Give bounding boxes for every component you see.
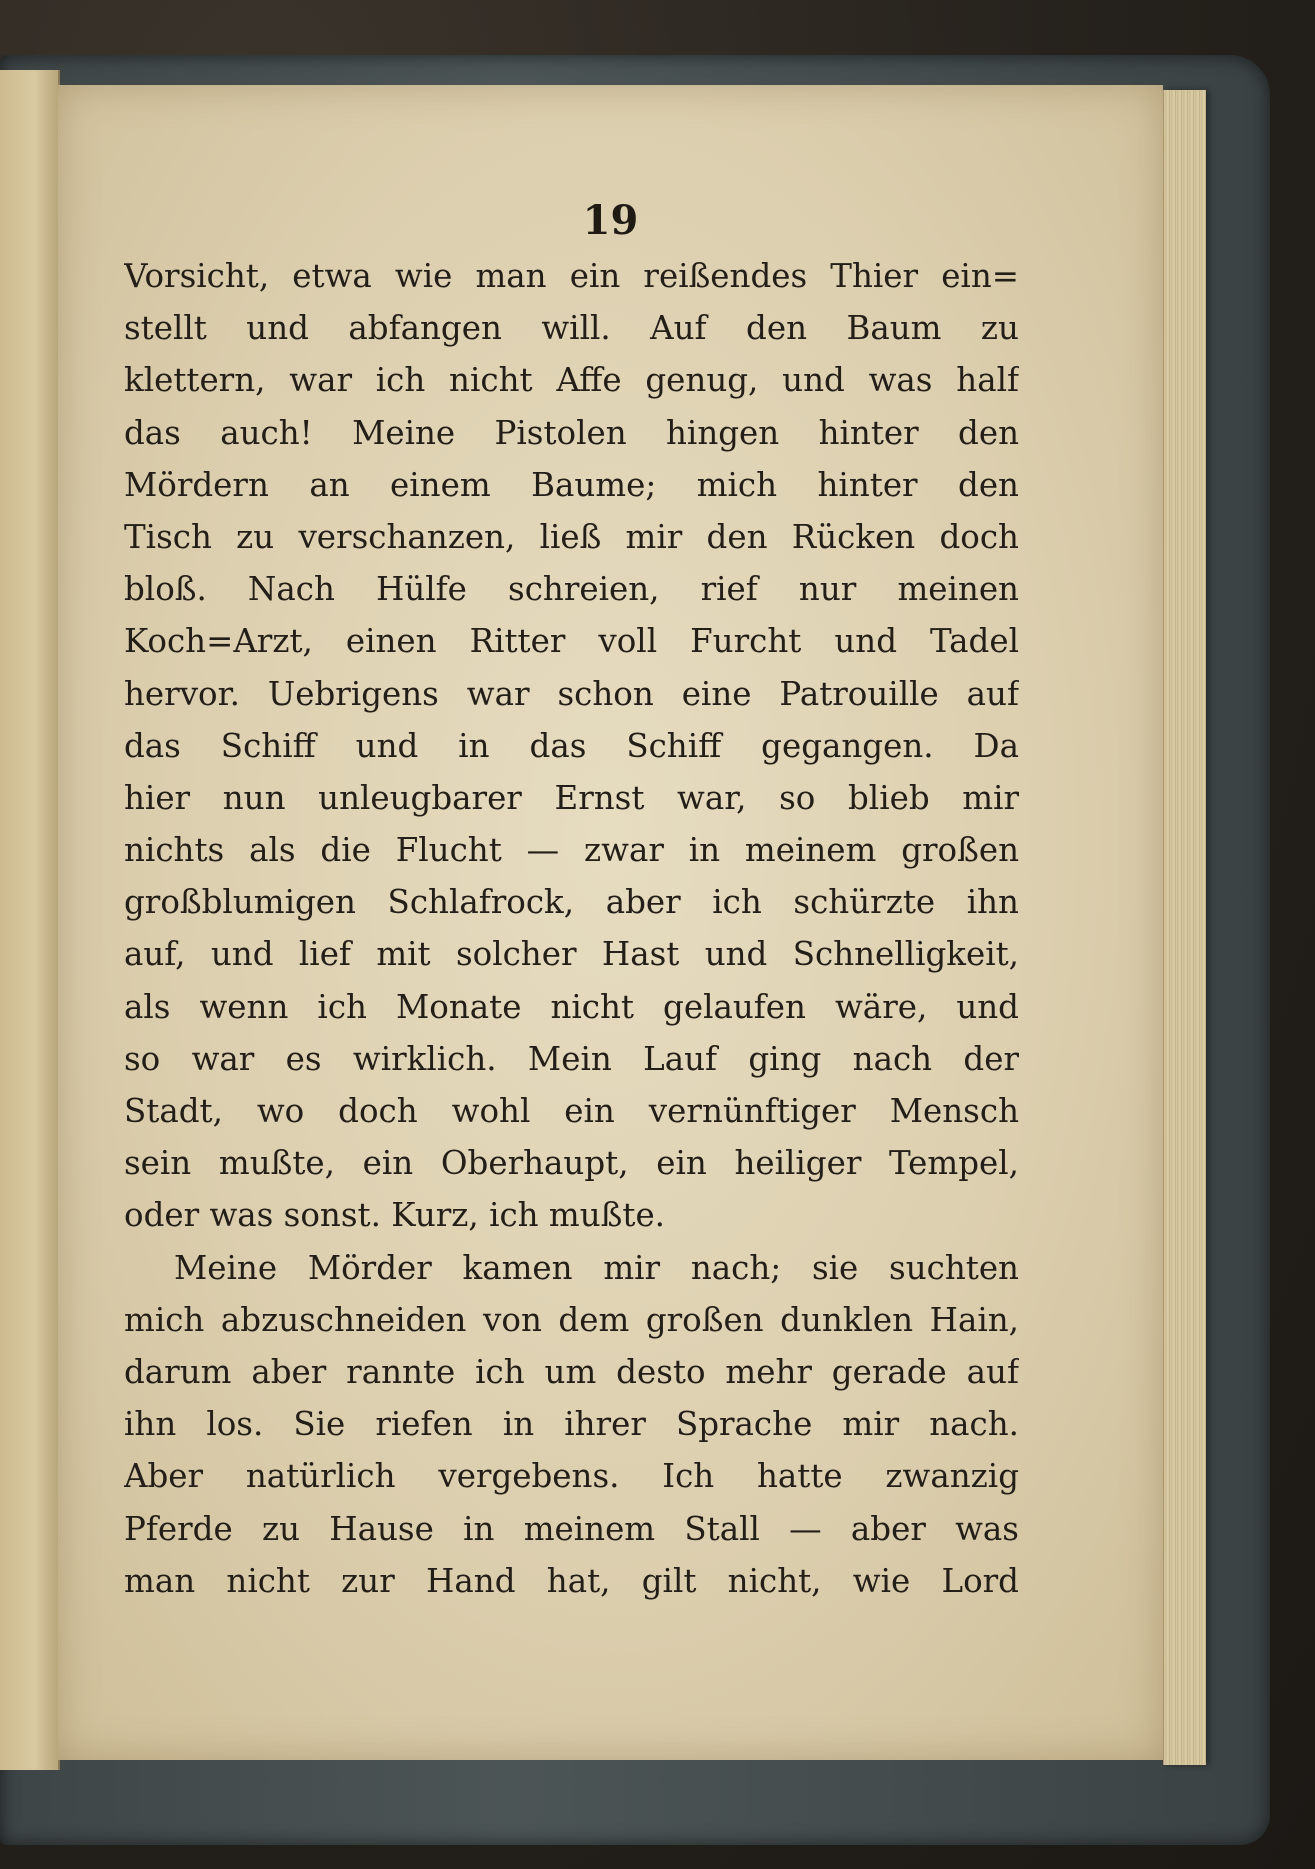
text-line: Pferde zu Hause in meinem Stall — aber was [124, 1509, 1019, 1548]
text-line: man nicht zur Hand hat, gilt nicht, wie Lord [124, 1561, 1019, 1600]
text-line: als wenn ich Monate nicht gelaufen wäre, und [124, 987, 1019, 1026]
text-line: Koch=Arzt, einen Ritter voll Furcht und Tadel [124, 622, 1019, 661]
text-line: Aber natürlich vergebens. Ich hatte zwanzig [124, 1457, 1019, 1496]
page-number: 19 [582, 197, 639, 244]
book-page [58, 85, 1163, 1760]
text-line: so war es wirklich. Mein Lauf ging nach der [124, 1039, 1019, 1078]
text-line: das auch! Meine Pistolen hingen hinter den [124, 413, 1019, 452]
text-line: mich abzuschneiden von dem großen dunklen Hain, [124, 1300, 1019, 1339]
body-text [124, 250, 1019, 1607]
text-line: darum aber rannte ich um desto mehr gerade auf [124, 1352, 1019, 1391]
text-line: großblumigen Schlafrock, aber ich schürzte ihn [124, 883, 1019, 922]
text-line: Meine Mörder kamen mir nach; sie suchten [174, 1248, 1019, 1287]
text-line: hier nun unleugbarer Ernst war, so blieb mir [124, 778, 1019, 817]
text-line: sein mußte, ein Oberhaupt, ein heiliger Tempel, [124, 1144, 1019, 1183]
text-line: oder was sonst. Kurz, ich mußte. [124, 1196, 666, 1235]
text-line: Mördern an einem Baume; mich hinter den [124, 465, 1019, 504]
text-line: auf, und lief mit solcher Hast und Schnelligkeit, [124, 935, 1019, 974]
text-line: ihn los. Sie riefen in ihrer Sprache mir nach. [124, 1405, 1019, 1444]
text-line: das Schiff und in das Schiff gegangen. Da [124, 726, 1019, 765]
page-fore-edge [1163, 90, 1206, 1765]
text-line: klettern, war ich nicht Affe genug, und was half [124, 361, 1019, 400]
text-line: stellt und abfangen will. Auf den Baum zu [124, 309, 1019, 348]
text-line: hervor. Uebrigens war schon eine Patrouille auf [124, 674, 1019, 713]
text-line: bloß. Nach Hülfe schreien, rief nur meinen [124, 570, 1019, 609]
text-line: Vorsicht, etwa wie man ein reißendes Thier ein= [124, 257, 1019, 295]
text-line: Stadt, wo doch wohl ein vernünftiger Mensch [124, 1092, 1019, 1130]
text-line: Tisch zu verschanzen, ließ mir den Rücken doch [124, 517, 1019, 556]
facing-page-edge [0, 70, 60, 1770]
text-line: nichts als die Flucht — zwar in meinem großen [124, 831, 1019, 870]
